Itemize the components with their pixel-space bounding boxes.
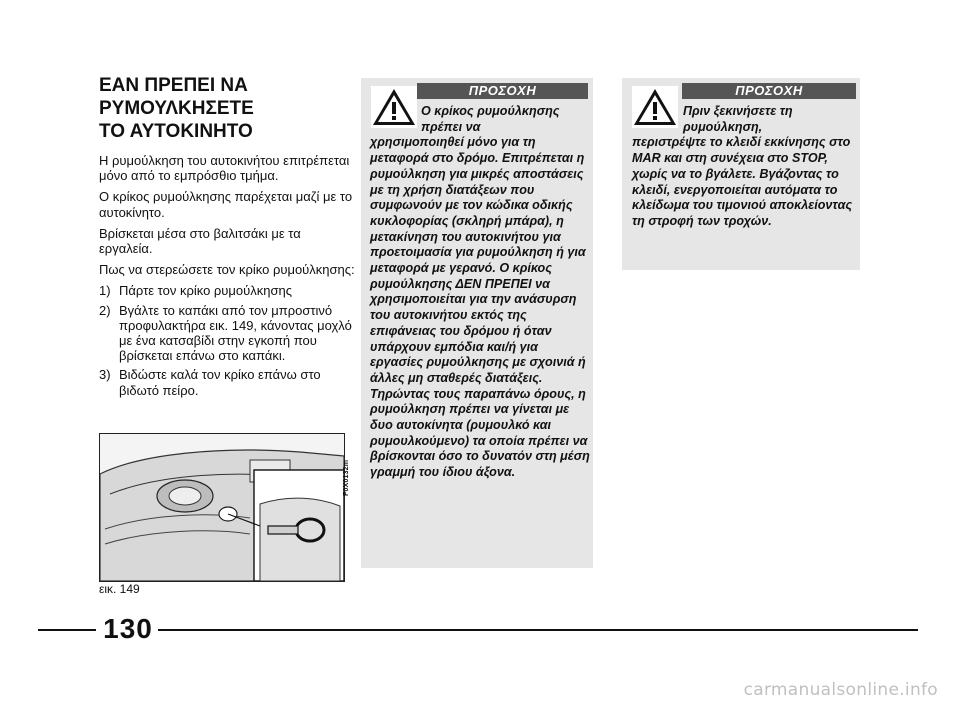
step-number: 2) <box>99 302 111 318</box>
warning-text-lead: Ο κρίκος ρυμούλκησης πρέπει να <box>421 104 560 134</box>
warning-text-body: περιστρέψτε το κλειδί εκκίνησης στο MAR και στη συνέχεια στο STOP, χωρίς να το βγάλετε. Βγάζοντας το κλειδί, ενεργοποιείται αυτόματα το κλείδωμα του τιμονιού αποκλείοντας τη στροφή των τροχών. <box>632 135 853 228</box>
figure-code: F0X0132m <box>343 459 350 496</box>
main-text-column <box>99 74 357 402</box>
bumper-drawing <box>100 434 344 581</box>
list-item <box>99 283 357 298</box>
watermark: carmanualsonline.info <box>743 680 938 700</box>
warning-text <box>370 104 590 481</box>
step-text: Βγάλτε το καπάκι από τον μπροστινό προφυλακτήρα εικ. 149, κάνοντας μοχλό με ένα κατσαβίδι στην εγκοπή που βρίσκεται επάνω στο καπάκι. <box>119 302 352 364</box>
paragraph-hook-supplied: Ο κρίκος ρυμούλκησης παρέχεται μαζί με το αυτοκίνητο. <box>99 189 353 220</box>
steps-list <box>99 283 357 397</box>
paragraph-how-to-fit: Πως να στερεώσετε τον κρίκο ρυμούλκησης: <box>99 262 355 278</box>
warning-text-lead: Πριν ξεκινήσετε τη ρυμούλκηση, <box>683 104 793 134</box>
figure-caption: εικ. 149 <box>99 582 140 596</box>
warning-text-body: χρησιμοποιηθεί μόνο για τη μεταφορά στο δρόμο. Επιτρέπεται η ρυμούλκηση για μικρές αποστάσεις με τη χρήση διατάξεων που συμφωνούν με τον κώδικα οδικής κυκλοφορίας (σκληρή μπάρα), η μετακίνηση του αυτοκινήτου για προετοιμασία για ρυμούλκηση ή για μεταφορά με γερανό. Ο κρίκος ρυμούλκησης ΔΕΝ ΠΡΕΠΕΙ να χρησιμοποιείται για την ανάσυρση του αυτοκινήτου εκτός της επιφάνειας του δρόμου ή όταν υπάρχουν εμπόδια και/ή για εργασίες ρυμούλκησης με σχοινιά ή άλλες μη σταθερές διατάξεις. Τηρώντας τους παραπάνω όρους, η ρυμούλκηση πρέπει να γίνεται με δυο αυτοκίνητα (ρυμουλκό και ρυμουλκούμενο) τα οποία πρέπει να βρίσκονται όσο το δυνατόν στη μέση γραμμή του ίδιου άξονα. <box>370 135 590 480</box>
warning-box-towing-hook <box>361 78 593 568</box>
step-text: Βιδώστε καλά τον κρίκο επάνω στο βιδωτό πείρο. <box>119 367 321 398</box>
paragraph-towing-front: Η ρυμούλκηση του αυτοκινήτου επιτρέπεται μόνο από το εμπρόσθιο τμήμα. <box>99 153 350 184</box>
step-number: 1) <box>99 283 111 299</box>
page-number: 130 <box>103 613 153 644</box>
list-item <box>99 303 357 364</box>
footer-rule-left <box>38 629 96 631</box>
list-item <box>99 367 357 397</box>
heading-line-3: ΤΟ ΑΥΤΟΚΙΝΗΤΟ <box>99 121 253 142</box>
heading-line-2: ΡΥΜΟΥΛΚΗΣΕΤΕ <box>99 98 254 119</box>
footer-rule-right <box>158 629 918 631</box>
warning-box-ignition-key <box>622 78 860 270</box>
warning-text <box>632 104 858 230</box>
heading-line-1: ΕΑΝ ΠΡΕΠΕΙ ΝΑ <box>99 75 248 96</box>
figure-149-bumper-illustration <box>99 433 345 582</box>
step-number: 3) <box>99 367 111 383</box>
warning-header: ΠΡΟΣΟΧΗ <box>682 83 856 99</box>
warning-header: ΠΡΟΣΟΧΗ <box>417 83 588 99</box>
paragraph-hook-location: Βρίσκεται μέσα στο βαλιτσάκι με τα εργαλεία. <box>99 225 301 257</box>
step-text: Πάρτε τον κρίκο ρυμούλκησης <box>119 283 292 299</box>
section-heading <box>99 74 357 143</box>
